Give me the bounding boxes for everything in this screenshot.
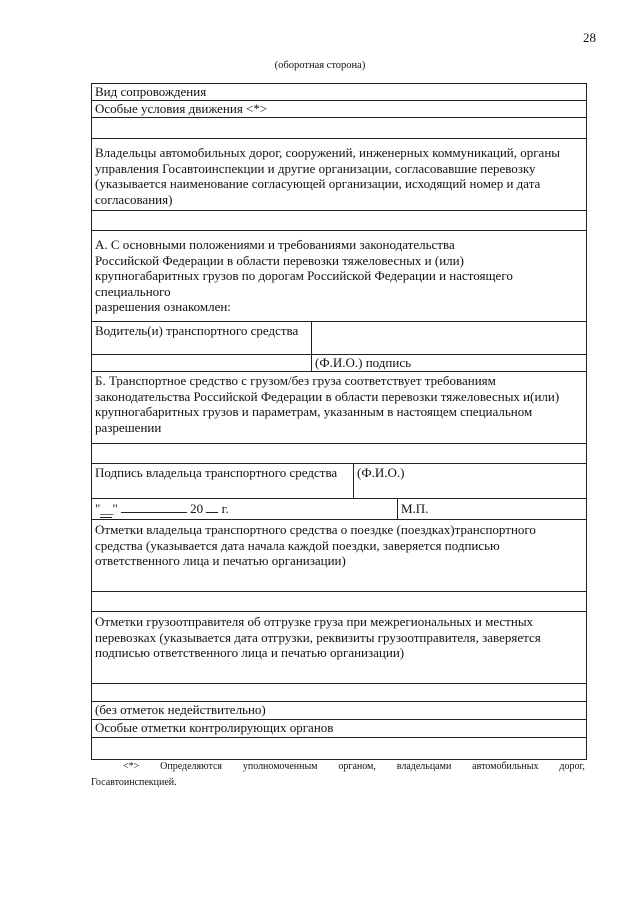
stamp-label: М.П. [397, 499, 586, 519]
owner-signature-row [92, 464, 586, 499]
page-number: 28 [583, 30, 596, 45]
owner-marks-text: Отметки владельца транспортного средства о поездке (поездках)транспортного средства (указывается дата начала каждой поездки, заверяется подписью ответственного лица и печатью организации) [95, 522, 536, 568]
escort-type-row [92, 84, 586, 101]
empty-row [92, 684, 586, 702]
footnote [91, 759, 585, 791]
year-suffix: г. [221, 501, 229, 516]
special-conditions-label: Особые условия движения <*> [95, 101, 268, 116]
driver-value-cell [311, 322, 586, 354]
section-b-text: Б. Транспортное средство с грузом/без груза соответствует требованиям законодательства Российской Федерации в области перевозки тяжеловесных и(или) крупногабаритных грузов и параметрам, указанным в настоящем специальном разрешении [95, 373, 560, 435]
driver-label: Водитель(и) транспортного средства [95, 323, 299, 338]
shipper-marks-row [92, 612, 586, 684]
owners-approval-row [92, 139, 586, 211]
empty-row [92, 738, 586, 759]
driver-row [92, 322, 586, 355]
year-prefix: 20 [190, 501, 204, 516]
empty-row [92, 592, 586, 612]
year-blank [206, 512, 218, 513]
day-blank: __ [100, 501, 114, 516]
section-a-line: А. С основными положениями и требованиями законодательства [95, 237, 455, 252]
section-a-line: Российской Федерации в области перевозки тяжеловесных и (или) [95, 252, 464, 268]
empty-row [92, 211, 586, 231]
escort-type-label: Вид сопровождения [95, 84, 207, 99]
shipper-marks-text: Отметки грузоотправителя об отгрузке груза при межрегиональных и местных перевозках (указывается дата отгрузки, реквизиты грузоотправителя, заверяется подписью ответственного лица и печатью организации) [95, 614, 541, 660]
fio-label: (Ф.И.О.) [353, 464, 586, 498]
footnote-line: Госавтоинспекцией. [91, 777, 177, 788]
empty-cell [92, 355, 311, 371]
footnote-line: <*> Определяются уполномоченным органом, владельцами автомобильных дорог, [123, 761, 585, 772]
control-marks-label: Особые отметки контролирующих органов [95, 720, 334, 735]
empty-row [92, 444, 586, 464]
driver-signature-row [92, 355, 586, 372]
section-a-line: разрешения ознакомлен: [95, 299, 231, 314]
section-b-row [92, 372, 586, 444]
fio-signature-label: (Ф.И.О.) подпись [311, 355, 586, 371]
date-field: "__" 20 г. [95, 501, 229, 516]
section-a-row [92, 231, 586, 322]
control-marks-row [92, 720, 586, 738]
empty-row [92, 118, 586, 139]
owner-marks-row [92, 520, 586, 592]
owner-signature-label: Подпись владельца транспортного средства [95, 465, 338, 480]
invalid-note-row [92, 702, 586, 720]
reverse-side-label: (оборотная сторона) [274, 60, 366, 71]
invalid-note: (без отметок недействительно) [95, 702, 266, 717]
section-a-line: крупногабаритных грузов по дорогам Российской Федерации и настоящего [95, 268, 513, 283]
month-blank [121, 512, 187, 513]
date-stamp-row [92, 499, 586, 520]
owners-approval-text: Владельцы автомобильных дорог, сооружений, инженерных коммуникаций, органы управления Госавтоинспекции и другие организации, согласовавшие перевозку (указывается наименование согласующей организации, исходящий номер и дата согласования) [95, 145, 561, 207]
permit-form-table [91, 83, 587, 760]
special-conditions-row [92, 101, 586, 118]
section-a-line: специального [95, 283, 171, 299]
